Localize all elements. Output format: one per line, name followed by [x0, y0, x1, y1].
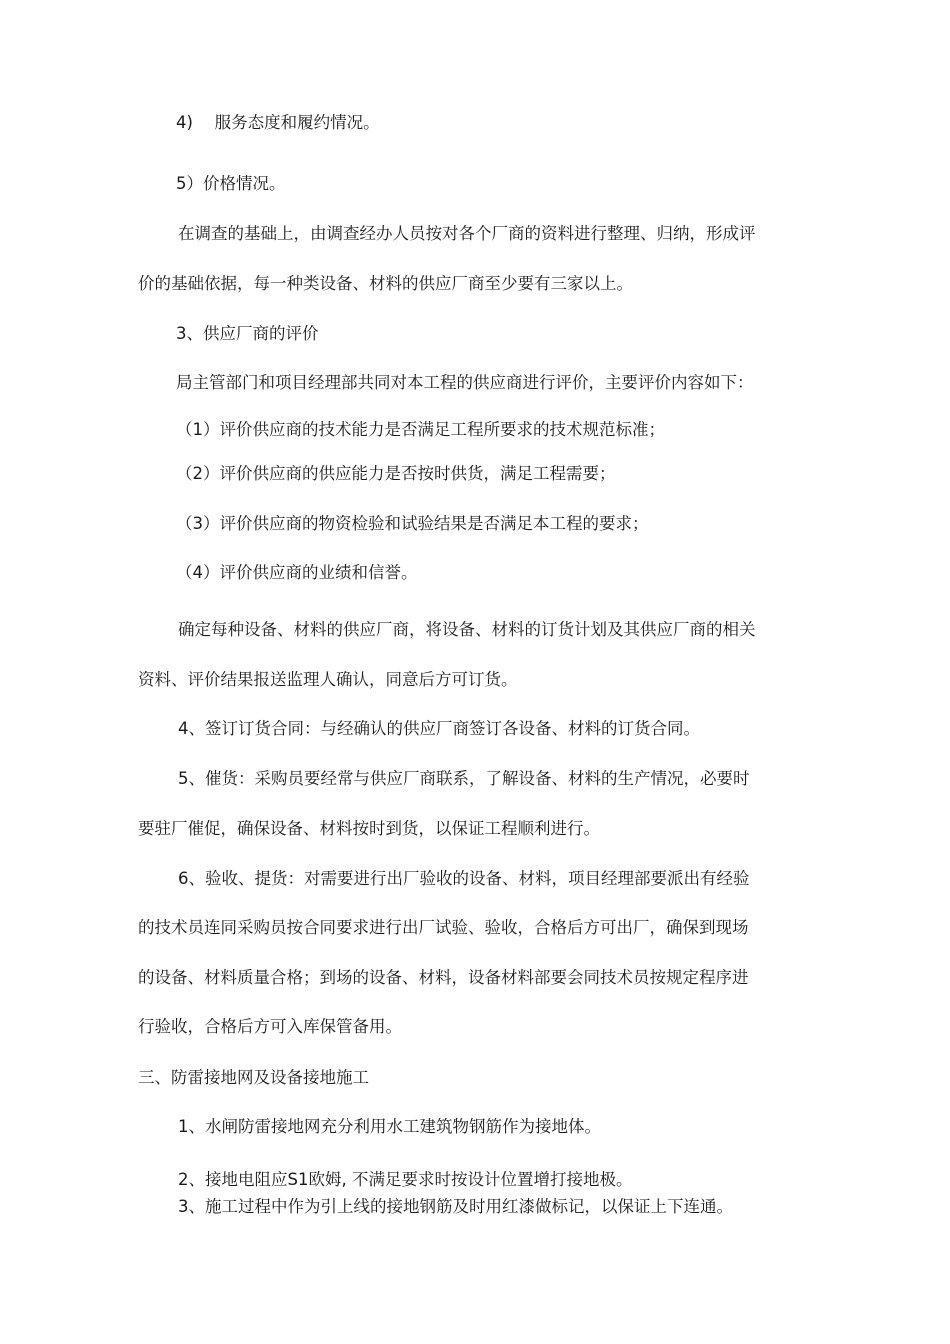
text-line: 5、催货：采购员要经常与供应厂商联系，了解设备、材料的生产情况，必要时 [178, 769, 750, 788]
text-line: 资料、评价结果报送监理人确认，同意后方可订货。 [138, 670, 518, 689]
text-line: 2、接地电阻应S1欧姆, 不满足要求时按设计位置增打接地极。 [178, 1170, 633, 1189]
text-line: 确定每种设备、材料的供应厂商，将设备、材料的订货计划及其供应厂商的相关 [178, 620, 756, 639]
text-line: 4) 服务态度和履约情况。 [176, 113, 380, 132]
text-line: 的设备、材料质量合格；到场的设备、材料，设备材料部要会同技术员按规定程序进 [138, 968, 749, 987]
text-line: 1、水闸防雷接地网充分利用水工建筑物钢筋作为接地体。 [178, 1117, 601, 1136]
text-line: 3、供应厂商的评价 [176, 324, 319, 343]
text-line: 在调查的基础上，由调查经办人员按对各个厂商的资料进行整理、归纳，形成评 [178, 224, 756, 243]
text-line: 要驻厂催促，确保设备、材料按时到货，以保证工程顺利进行。 [138, 819, 600, 838]
text-line: 6、验收、提货：对需要进行出厂验收的设备、材料，项目经理部要派出有经验 [178, 869, 750, 888]
text-line: 5）价格情况。 [176, 174, 286, 193]
text-line: 4、签订订货合同：与经确认的供应厂商签订各设备、材料的订货合同。 [178, 719, 700, 738]
text-line: 的技术员连同采购员按合同要求进行出厂试验、验收，合格后方可出厂，确保到现场 [138, 918, 749, 937]
text-line: 3、施工过程中作为引上线的接地钢筋及时用红漆做标记，以保证上下连通。 [178, 1197, 733, 1216]
section-heading: 三、防雷接地网及设备接地施工 [138, 1068, 369, 1087]
text-line: （4）评价供应商的业绩和信誉。 [176, 563, 418, 582]
text-line: （1）评价供应商的技术能力是否满足工程所要求的技术规范标准； [176, 420, 665, 439]
text-line: 行验收，合格后方可入库保管备用。 [138, 1017, 402, 1036]
text-line: （3）评价供应商的物资检验和试验结果是否满足本工程的要求； [176, 514, 649, 533]
text-line: （2）评价供应商的供应能力是否按时供货，满足工程需要； [176, 464, 616, 483]
text-line: 价的基础依据，每一种类设备、材料的供应厂商至少要有三家以上。 [138, 274, 633, 293]
text-line: 局主管部门和项目经理部共同对本工程的供应商进行评价，主要评价内容如下： [176, 373, 754, 392]
